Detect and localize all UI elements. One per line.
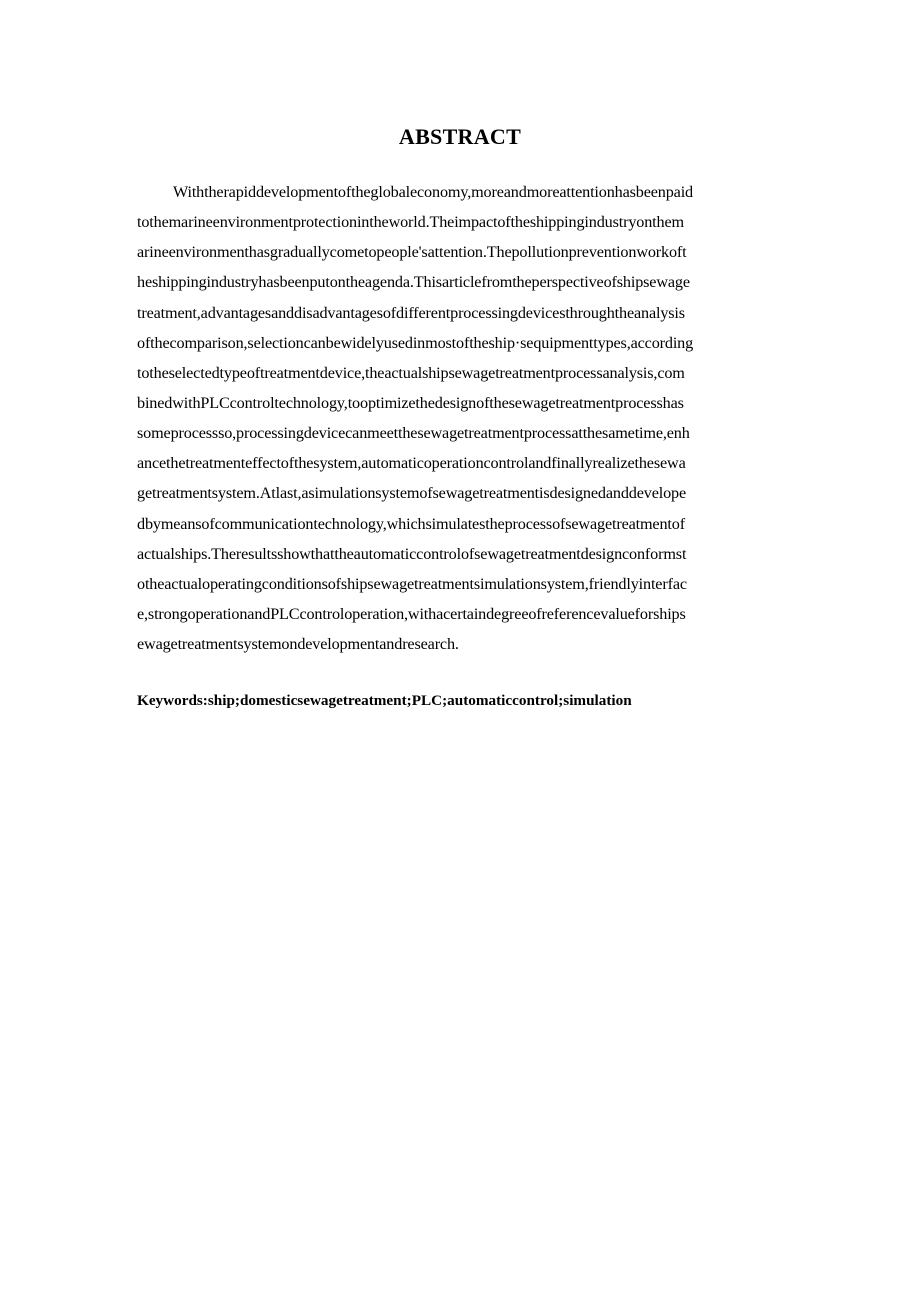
abstract-line: treatment,advantagesanddisadvantagesofdifferentprocessingdevicesthroughtheanalysis (137, 303, 685, 322)
abstract-line: arineenvironmenthasgraduallycometopeople'sattention.Thepollutionpreventionworkoft (137, 243, 687, 262)
abstract-line: actualships.Theresultsshowthattheautomaticcontrolofsewagetreatmentdesignconformst (137, 544, 687, 563)
abstract-line: heshippingindustryhasbeenputontheagenda.Thisarticlefromtheperspectiveofshipsewage (137, 273, 690, 292)
abstract-line: ewagetreatmentsystemondevelopmentandresearch. (137, 635, 459, 654)
abstract-body (137, 177, 787, 659)
abstract-line: ofthecomparison,selectioncanbewidelyusedinmostoftheship·sequipmenttypes,according (137, 333, 694, 352)
abstract-line: getreatmentsystem.Atlast,asimulationsystemofsewagetreatmentisdesignedanddevelope (137, 484, 687, 503)
keywords-line: Keywords:ship;domesticsewagetreatment;PLC;automaticcontrol;simulation (137, 692, 632, 709)
abstract-line: binedwithPLCcontroltechnology,tooptimizethedesignofthesewagetreatmentprocesshas (137, 393, 684, 412)
abstract-line: someprocessso,processingdevicecanmeetthesewagetreatmentprocessatthesametime,enh (137, 424, 690, 443)
abstract-line: ancethetreatmenteffectofthesystem,automaticoperationcontrolandfinallyrealizethesewa (137, 454, 686, 473)
abstract-line: otheactualoperatingconditionsofshipsewagetreatmentsimulationsystem,friendlyinterfac (137, 574, 687, 593)
abstract-line: tothemarineenvironmentprotectionintheworld.Theimpactoftheshippingindustryonthem (137, 213, 684, 232)
abstract-line: dbymeansofcommunicationtechnology,whichsimulatestheprocessofsewagetreatmentof (137, 514, 685, 533)
abstract-line: Withtherapiddevelopmentoftheglobaleconomy,moreandmoreattentionhasbeenpaid (173, 183, 694, 201)
abstract-line: e,strongoperationandPLCcontroloperation,withacertaindegreeofreferencevalueforships (137, 604, 686, 623)
abstract-heading: ABSTRACT (398, 124, 522, 149)
abstract-line: totheselectedtypeoftreatmentdevice,theactualshipsewagetreatmentprocessanalysis,com (137, 363, 685, 382)
